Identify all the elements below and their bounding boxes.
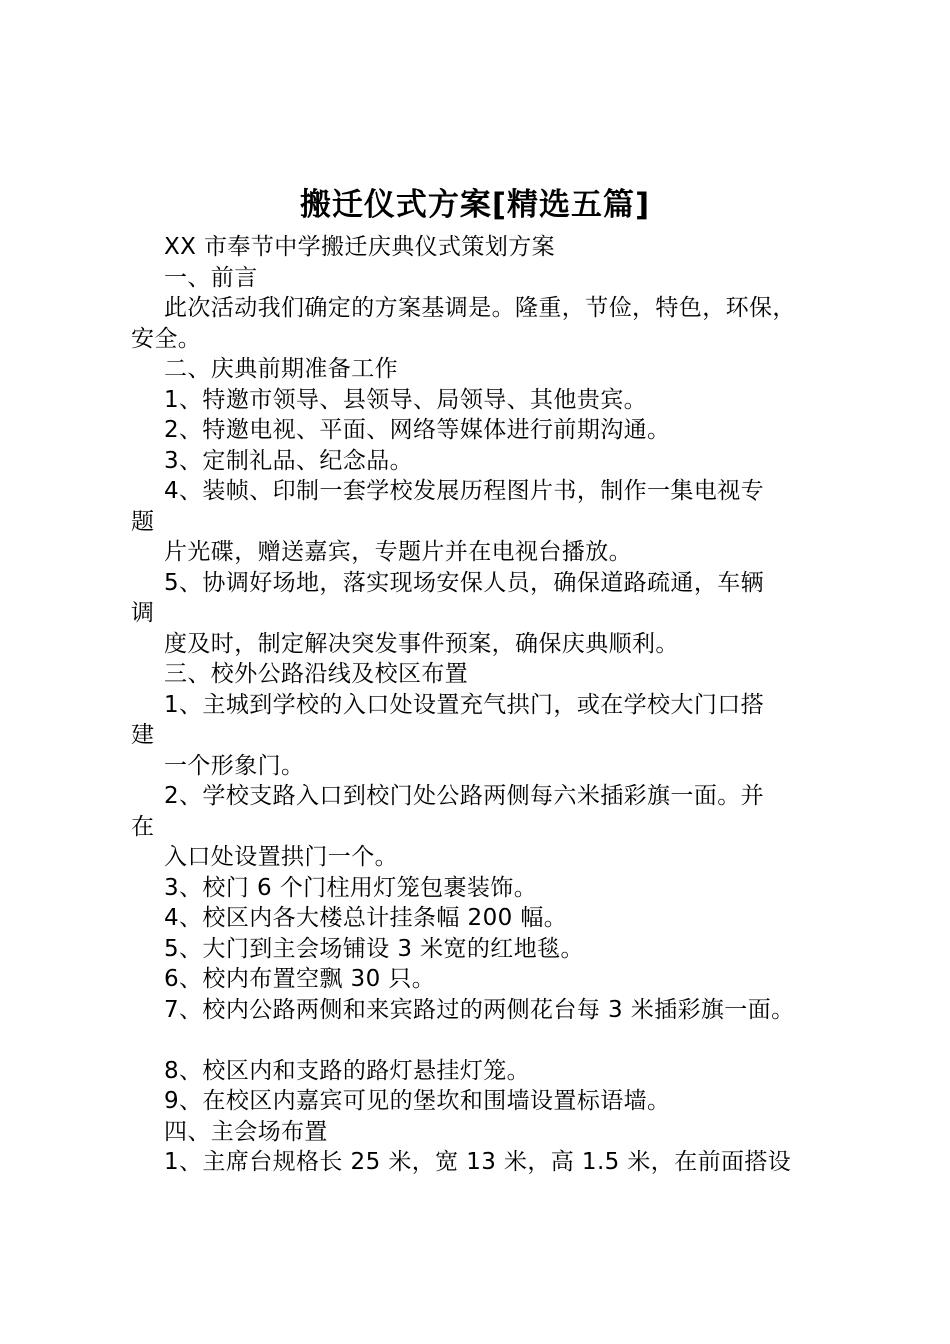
list-item: 2、学校支路入口到校门处公路两侧每六米插彩旗一面。并 bbox=[164, 783, 765, 809]
list-item-continuation: 片光碟，赠送嘉宾，专题片并在电视台播放。 bbox=[164, 539, 632, 565]
blank-line bbox=[131, 1025, 831, 1056]
list-item-wrap: 题 bbox=[131, 508, 155, 535]
section-heading: 三、校外公路沿线及校区布置 bbox=[164, 661, 469, 687]
list-item: 3、定制礼品、纪念品。 bbox=[164, 447, 414, 474]
list-item: 7、校内公路两侧和来宾路过的两侧花台每 3 米插彩旗一面。 bbox=[164, 996, 795, 1023]
paragraph-line: 安全。 bbox=[131, 325, 202, 352]
list-item: 1、主城到学校的入口处设置充气拱门，或在学校大门口搭 bbox=[164, 691, 765, 718]
list-item-continuation: 入口处设置拱门一个。 bbox=[164, 844, 398, 870]
list-item-continuation: 度及时，制定解决突发事件预案，确保庆典顺利。 bbox=[164, 630, 679, 657]
list-item: 5、大门到主会场铺设 3 米宽的红地毯。 bbox=[164, 935, 584, 962]
list-item-continuation: 一个形象门。 bbox=[164, 752, 305, 779]
section-heading: 一、前言 bbox=[164, 264, 258, 291]
section-heading: 四、主会场布置 bbox=[164, 1118, 328, 1145]
list-item: 6、校内布置空飘 30 只。 bbox=[164, 966, 436, 992]
list-item: 1、主席台规格长 25 米，宽 13 米，高 1.5 米，在前面搭设 bbox=[164, 1149, 792, 1175]
section-heading: 二、庆典前期准备工作 bbox=[164, 356, 398, 382]
list-item: 4、校区内各大楼总计挂条幅 200 幅。 bbox=[164, 905, 568, 931]
list-item-wrap: 在 bbox=[131, 813, 155, 840]
document-title: 搬迁仪式方案[精选五篇] bbox=[299, 187, 651, 223]
list-item: 8、校区内和支路的路灯悬挂灯笼。 bbox=[164, 1057, 531, 1084]
subtitle-line: XX 市奉节中学搬迁庆典仪式策划方案 bbox=[164, 234, 556, 260]
list-item-wrap: 建 bbox=[131, 722, 155, 748]
list-item: 2、特邀电视、平面、网络等媒体进行前期沟通。 bbox=[164, 417, 671, 443]
list-item: 5、协调好场地，落实现场安保人员，确保道路疏通，车辆 bbox=[164, 569, 765, 596]
document-body bbox=[131, 232, 831, 1178]
list-item: 3、校门 6 个门柱用灯笼包裹装饰。 bbox=[164, 874, 538, 901]
list-item: 4、装帧、印制一套学校发展历程图片书，制作一集电视专 bbox=[164, 478, 765, 504]
list-item: 1、特邀市领导、县领导、局领导、其他贵宾。 bbox=[164, 386, 648, 413]
paragraph-line: 此次活动我们确定的方案基调是。隆重，节俭，特色，环保， bbox=[164, 295, 796, 321]
list-item-wrap: 调 bbox=[131, 600, 155, 626]
list-item: 9、在校区内嘉宾可见的堡坎和围墙设置标语墙。 bbox=[164, 1088, 671, 1114]
